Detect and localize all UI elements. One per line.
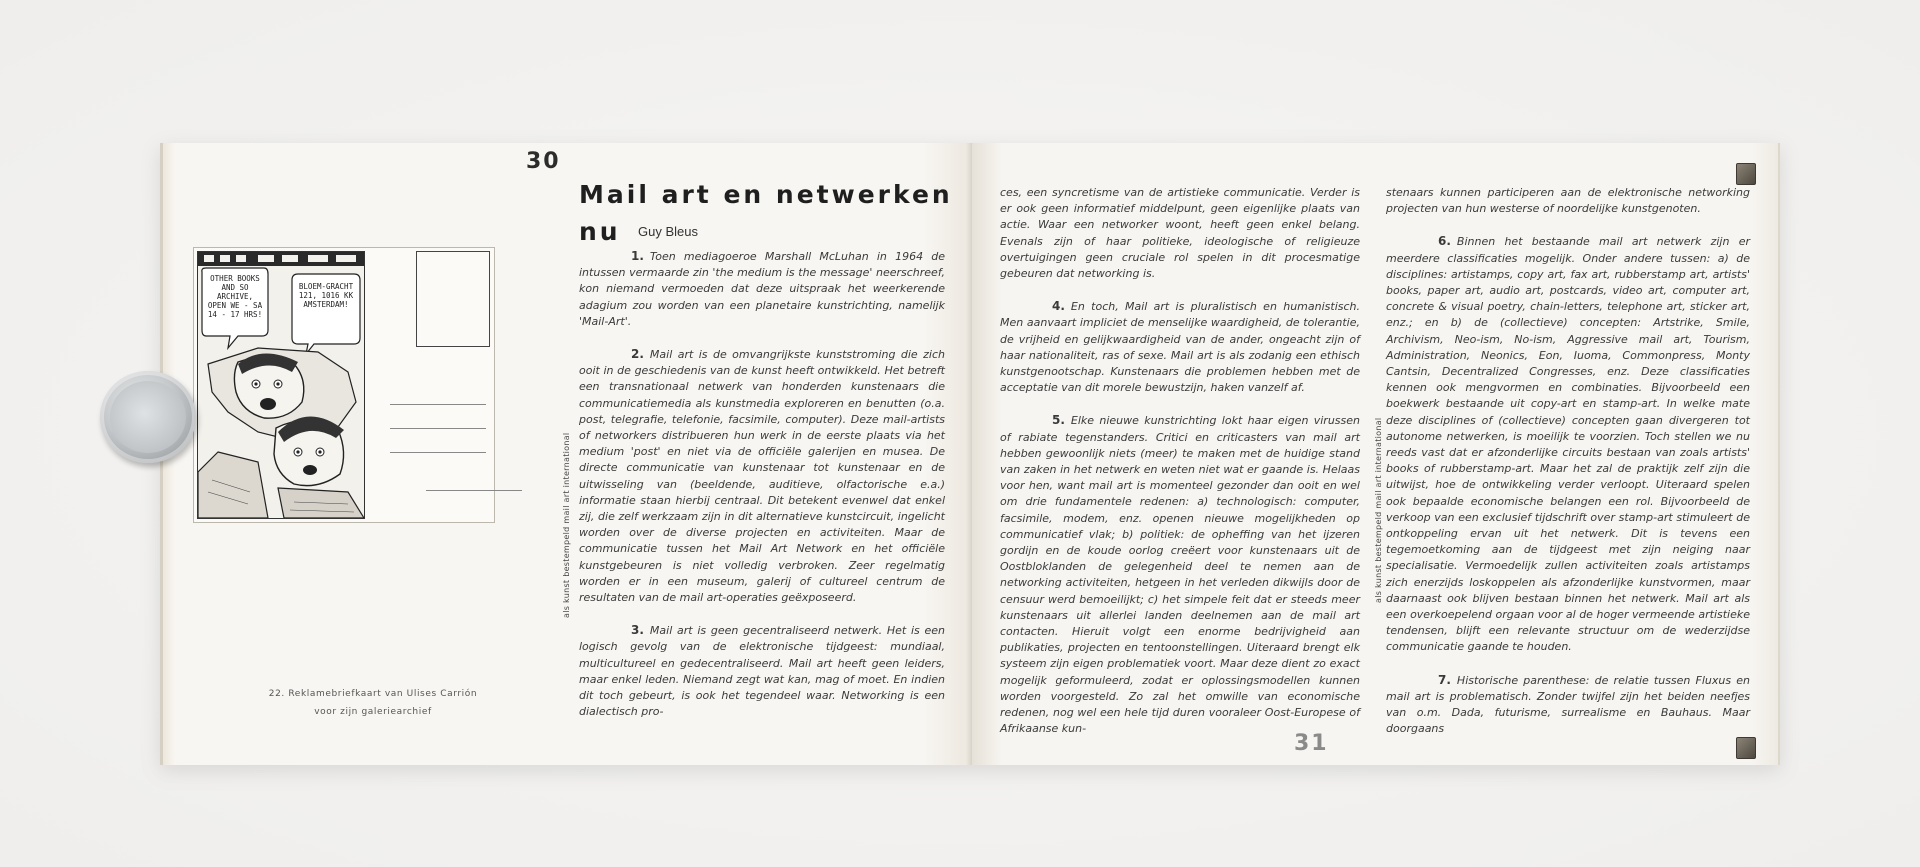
right-page: [972, 143, 1780, 765]
address-line: [390, 428, 486, 429]
paragraph: 7. Historische parenthese: de relatie tussen Fluxus en mail art is problematisch. Zonder twijfel zijn het beiden neefjes van o.m. Dada, futurisme, surrealisme en Bauhaus. Maar doorgaans: [1386, 672, 1750, 736]
metal-clip-bottom: [1736, 737, 1756, 759]
spine-text-left: als kunst bestempeld mail art international: [562, 432, 571, 618]
address-line: [390, 404, 486, 405]
paragraph: 5. Elke nieuwe kunstrichting lokt haar eigen virussen of rabiate tegenstanders. Critici en criticasters van mail art hebben gewoonlijk niets (meer) te maken met de huidige stand van zaken in het netwerk en weten niet wat er gaande is. Helaas voor hen, want mail art is momenteel gezonder dan ooit en wel om drie fundamentele redenen: a) technologisch: computer, facsimile, modem, enz. openen nieuwe mogelijkheden op communicatief vlak; b) politiek: de opheffing van het ijzeren gordijn en de koude oorlog creëert voor kunstenaars uit de Oostbloklanden de gelegenheid deel te nemen aan de networking activiteiten, hetgeen in het verleden dikwijls door de censuur werd bemoeilijkt; c) het simpele feit dat er steeds meer kunstenaars uit allerlei landen deelnemen aan de mail art contacten. Hieruit volgt een enorme bedrijvigheid aan publikaties, projecten en tentoonstellingen. Uiteraard brengt elk systeem zijn eigen problematiek voort. Maar deze dient zo exact mogelijk geformuleerd, zodat er oplossingsmodellen kunnen worden voorgesteld. Zo zal het omwille van economische redenen, nog wel een hele tijd duren vooraleer Oost-Europese of Afrikaanse kun-: [1000, 413, 1360, 736]
coin-weight: [100, 371, 196, 463]
paragraph: ces, een syncretisme van de artistieke communicatie. Verder is er ook geen informatief middelpunt, geen eigenlijke plaats van actie. Waar een networker woont, heeft geen enkel belang. Evenals zijn of haar politieke, ideologische of religieuze overtuigingen geen cruciale rol spelen in dit procesmatige gebeuren dat networking is.: [1000, 186, 1360, 281]
paragraph: 3. Mail art is geen gecentraliseerd netwerk. Het is een logisch gevolg van de elektronische tijdgeest: mundiaal, multicultureel en gedecentraliseerd. Mail art heeft geen leiders, maar enkel leden. Niemand zegt wat kan, mag of moet. En indien dit toch gebeurt, is ook het tegendeel waar. Networking is een dialectisch pro-: [579, 623, 945, 719]
open-book: [160, 143, 1778, 765]
article-title-line2: nu: [579, 217, 621, 246]
spine-text-right: als kunst bestempeld mail art international: [1374, 417, 1383, 603]
speech-bubble-1: OTHER BOOKS AND SO ARCHIVE, OPEN WE - SA 14 - 17 HRS!: [207, 274, 263, 319]
page-number-left: 30: [526, 149, 561, 174]
metal-clip-top: [1736, 163, 1756, 185]
article-title: Mail art en netwerken: [579, 180, 953, 209]
address-line: [426, 490, 522, 491]
figure-caption: 22. Reklamebriefkaart van Ulises Carrión voor zijn galeriearchief: [268, 689, 478, 717]
author-name: Guy Bleus: [638, 224, 698, 239]
left-text-column: [579, 248, 945, 736]
left-page: [160, 143, 975, 765]
paragraph: 1. Toen mediagoeroe Marshall McLuhan in 1964 de intussen vermaarde zin 'the medium is the message' neerschreef, kon niemand vermoeden dat deze uitspraak het weerkerende adagium zou worden van een planetaire kunstrichting, namelijk 'Mail-Art'.: [579, 249, 945, 328]
paragraph: 2. Mail art is de omvangrijkste kunststroming die zich ooit in de geschiedenis van de kunst heeft ontwikkeld. Het betreft een transnationaal netwerk van honderden kunstenaars die communicatiemedia als kunstmedia exploreren en benutten (o.a. post, telegrafie, telefonie, facsimile, computer). Deze mail-artists of networkers distribueren hun werk in de eerste plaats via het medium 'post' en niet via de officiële galerijen en musea. De directe communicatie van kunstenaar tot kunstenaar en de uitwisseling van (beeldende, auditieve, olfactorische e.a.) informatie staan hierbij centraal. Dit betekent evenwel dat enkel zij, die zelf werkzaam zijn in dit alternatieve kunstcircuit, ingelicht worden over de diverse projecten en activiteiten. Maar de communicatie tussen het Mail Art Network en het officiële kunstgebeuren is niet volledig verbroken. Zeer regelmatig worden er in een museum, galerij of cultureel centrum de resultaten van de mail art-operaties geëxposeerd.: [579, 347, 945, 605]
page-number-right: 31: [1294, 731, 1329, 756]
paragraph: 4. En toch, Mail art is pluralistisch en humanistisch. Men aanvaart impliciet de menselijke waardigheid, de tolerantie, de vrijheid en gelijkwaardigheid van de ander, ongeacht zijn of haar nationaliteit, ras of sexe. Mail art is als zodanig een ethisch kunstgenootschap. Kunstenaars die problemen hebben met de acceptatie van dit morele bewustzijn, haken vanzelf af.: [1000, 299, 1360, 395]
address-line: [390, 452, 486, 453]
paragraph: stenaars kunnen participeren aan de elektronische networking projecten van hun westerse of noordelijke kunstgenoten.: [1386, 186, 1750, 216]
paragraph: 6. Binnen het bestaande mail art netwerk zijn er meerdere classificaties mogelijk. Onder andere tussen: a) de disciplines: artistamps, copy art, fax art, rubberstamp art, artists' books, paper art, audio art, postcards, video art, computer art, concrete & visual poetry, chain-letters, telephone art, sticker art, enz.; en b) de (collectieve) concepten: Artstrike, Smile, Archivism, Neo-ism, No-ism, Aggressive mail art, Tourism, Administration, Neonics, Eon, Iuoma, Commonpress, Monty Cantsin, Decentralized Congresses, enz. Deze classificaties kennen ook mengvormen en combinaties. Bijvoorbeeld een boekwerk bestaande uit copy-art en stamp-art. In welke mate deze disciplines of (collectieve) concepten gaan divergeren tot autonome netwerken, is moeilijk te voorzien. Toch stellen we nu reeds vast dat er afzonderlijke circuits bestaan van zoals artists' books of rubberstamp-art. Maar het zal de praktijk zelf zijn die uitwijst, hoe de ontwikkeling verder verloopt. Uiteraard spelen ook bepaalde economische belangen een rol. Bijvoorbeeld de verkoop van een exclusief tijdschrift over stamp-art stimuleert de ontkoppeling ervan uit het netwerk. Dit is tevens een tegemoetkoming aan de tijdgeest met zijn neiging naar specialisatie. Vermoedelijk zullen activiteiten zoals artistamps zich enerzijds loskoppelen als afzonderlijke kunstvormen, maar daarnaast ook blijven bestaan binnen het netwerk. Mail art als een overkoepelend orgaan voor al de hoger vermeende artistieke tendensen, blijft een relevante structuur om de wederzijdse communicatie gaande te houden.: [1386, 234, 1750, 654]
comic-panel: [197, 251, 365, 519]
right-text-column-1: [1000, 185, 1360, 754]
postcard-illustration: [193, 247, 495, 523]
speech-bubble-2: BLOEM-GRACHT 121, 1016 KK AMSTERDAM!: [298, 282, 354, 309]
stamp-box: [416, 251, 490, 347]
right-text-column-2: [1386, 185, 1750, 754]
